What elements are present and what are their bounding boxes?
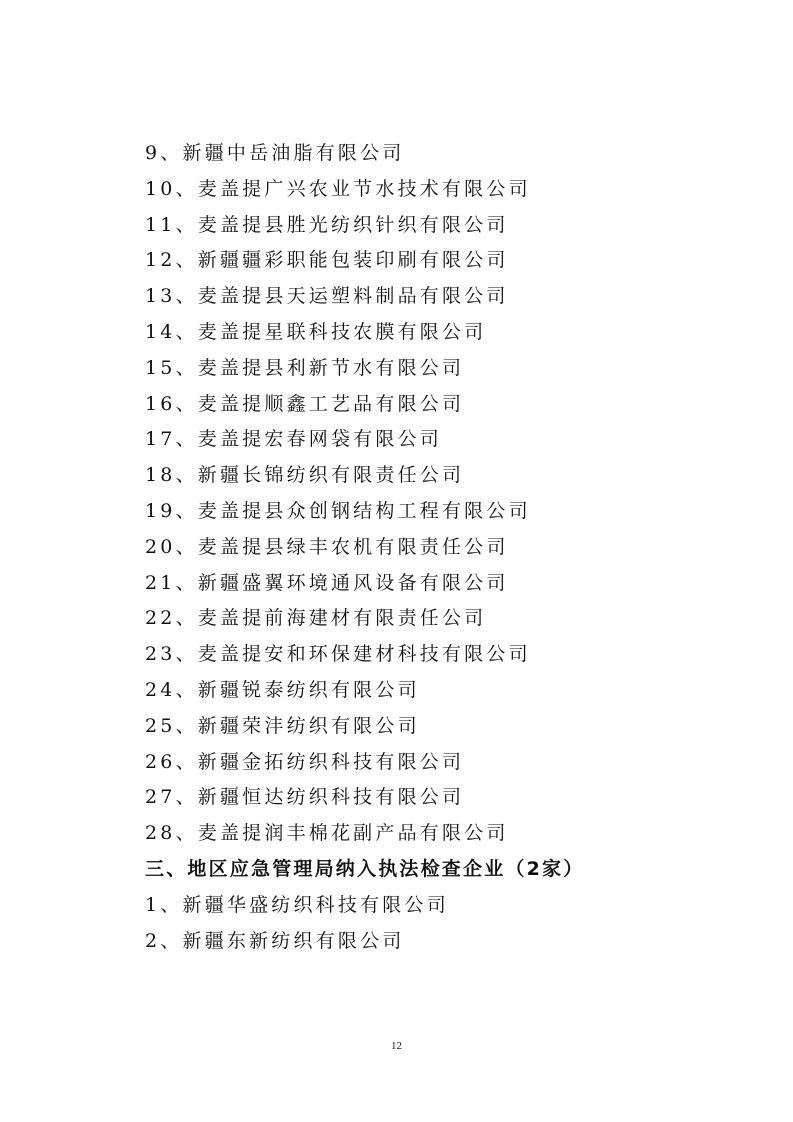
- company-list: [145, 136, 745, 959]
- list-item: 11、麦盖提县胜光纺织针织有限公司: [145, 213, 509, 236]
- list-item: 19、麦盖提县众创钢结构工程有限公司: [145, 499, 531, 522]
- list-item: 14、麦盖提星联科技农膜有限公司: [145, 320, 487, 343]
- list-item: 9、新疆中岳油脂有限公司: [145, 142, 405, 164]
- list-item: 16、麦盖提顺鑫工艺品有限公司: [145, 392, 465, 415]
- list-item: 24、新疆锐泰纺织有限公司: [145, 678, 420, 701]
- list-item: 2、新疆东新纺织有限公司: [145, 929, 405, 952]
- list-item: 18、新疆长锦纺织有限责任公司: [145, 464, 465, 487]
- page-number: 12: [391, 1040, 402, 1052]
- list-item: 10、麦盖提广兴农业节水技术有限公司: [145, 177, 531, 200]
- list-item: 12、新疆疆彩职能包装印刷有限公司: [145, 249, 509, 272]
- list-item: 13、麦盖提县天运塑料制品有限公司: [145, 285, 509, 308]
- list-item: 15、麦盖提县利新节水有限公司: [145, 356, 465, 379]
- list-item: 28、麦盖提润丰棉花副产品有限公司: [145, 822, 509, 845]
- list-item: 27、新疆恒达纺织科技有限公司: [145, 786, 465, 809]
- list-item: 1、新疆华盛纺织科技有限公司: [145, 893, 449, 916]
- list-item: 20、麦盖提县绿丰农机有限责任公司: [145, 535, 509, 558]
- list-item: 25、新疆荣沣纺织有限公司: [145, 714, 420, 737]
- list-item: 23、麦盖提安和环保建材科技有限公司: [145, 643, 531, 666]
- list-item: 17、麦盖提宏春网袋有限公司: [145, 428, 442, 451]
- list-item: 26、新疆金拓纺织科技有限公司: [145, 750, 465, 773]
- list-item: 21、新疆盛翼环境通风设备有限公司: [145, 571, 509, 594]
- section-heading: 三、地区应急管理局纳入执法检查企业（2家）: [145, 857, 585, 880]
- list-item: 22、麦盖提前海建材有限责任公司: [145, 607, 487, 630]
